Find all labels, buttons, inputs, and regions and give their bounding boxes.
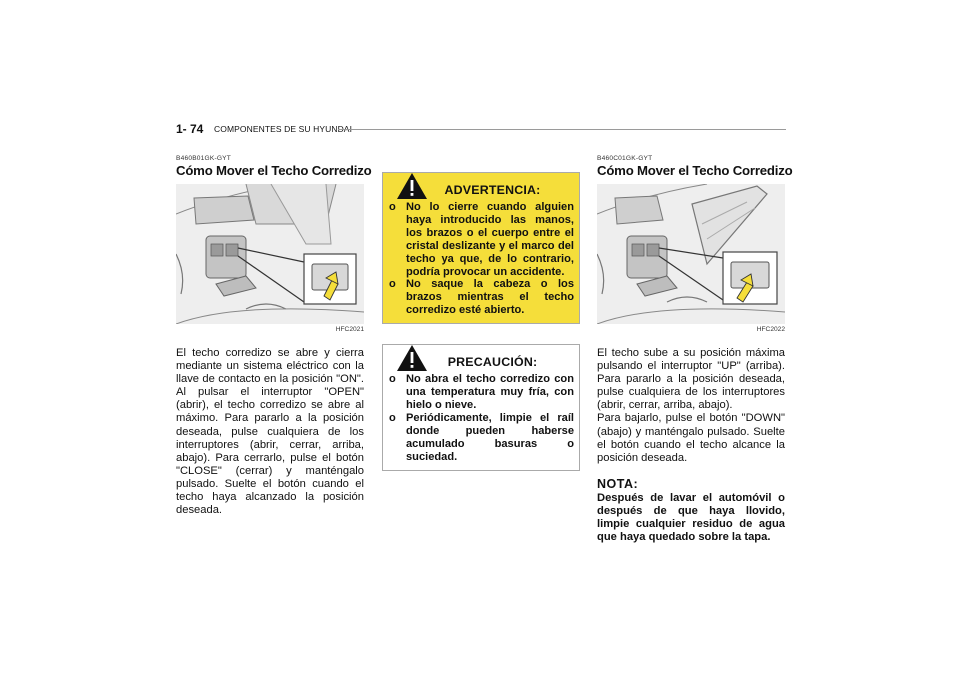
section-code: B460B01GK-GYT [176,155,232,162]
warning-triangle-icon [396,344,428,372]
caution-block [382,344,580,470]
warning-list [389,201,574,317]
sunroof-tilt-figure [597,184,785,324]
header-rule [338,129,786,130]
section-code: B460C01GK-GYT [597,155,653,162]
list-item [389,412,574,464]
bullet: o [389,411,396,424]
warning-triangle-icon [396,172,428,200]
note-body: Después de lavar el automóvil o después de que haya llovido, limpie cualquier residuo de agua que haya quedado sobre la tapa. [597,491,785,543]
bullet: o [389,278,396,291]
list-item-text: No abra el techo corredizo con una temperatura muy fría, con hielo o nieve. [406,373,574,411]
right-column [597,155,793,544]
note-title: NOTA: [597,476,639,491]
list-item [389,373,574,412]
caution-list [389,373,574,463]
figure-code: HFC2022 [756,326,785,333]
sunroof-open-figure [176,184,364,324]
sunroof-tilt-illustration [597,184,785,324]
body-paragraph: Para bajarlo, pulse el botón "DOWN" (abajo) y manténgalo pulsado. Suelte el botón cuando el techo alcance la posición deseada. [597,412,785,464]
warning-block [382,172,580,324]
section-title: COMPONENTES DE SU HYUNDAI [214,124,353,134]
middle-column [382,155,580,471]
list-item [389,201,574,278]
body-paragraph: El techo sube a su posición máxima pulsando el interruptor "UP" (arriba). Para pararlo a la posición deseada, pulse cualquiera de los interruptores (abrir, cerrar, arriba, abajo). [597,347,785,412]
left-column [176,155,372,517]
body-text: El techo corredizo se abre y cierra mediante un sistema eléctrico con la llave de contacto en la posición "ON". Al pulsar el interruptor "OPEN" (abrir), el techo corredizo se abre al máximo. Para pararlo a la posición deseada, pulse cualquiera de los interruptores (abrir, cerrar, arriba, abajo). Para cerrarlo, pulse el botón "CLOSE" (cerrar) y manténgalo pulsado. Suelte el botón cuando el techo haya alcanzado la posición deseada. [176,347,364,517]
body-text [597,347,785,465]
list-item [389,278,574,317]
page-header [176,122,786,138]
bullet: o [389,201,396,213]
list-item-text: No lo cierre cuando alguien haya introducido las manos, los brazos o el cuerpo entre el cristal deslizante y el marco del techo ya que, de lo contrario, podría provocar un accidente. [406,201,574,278]
page-number: 1- 74 [176,122,204,136]
section-heading: Cómo Mover el Techo Corredizo [597,163,793,178]
bullet: o [389,373,396,386]
list-item-text: Periódicamente, limpie el raíl donde pueden haberse acumulado basuras o suciedad. [406,411,574,463]
section-heading: Cómo Mover el Techo Corredizo [176,163,372,178]
list-item-text: No saque la cabeza o los brazos mientras el techo corredizo esté abierto. [406,278,574,317]
caution-title: PRECAUCIÓN: [447,355,538,370]
warning-title: ADVERTENCIA: [444,183,541,197]
sunroof-open-illustration [176,184,364,324]
figure-code: HFC2021 [335,326,364,333]
